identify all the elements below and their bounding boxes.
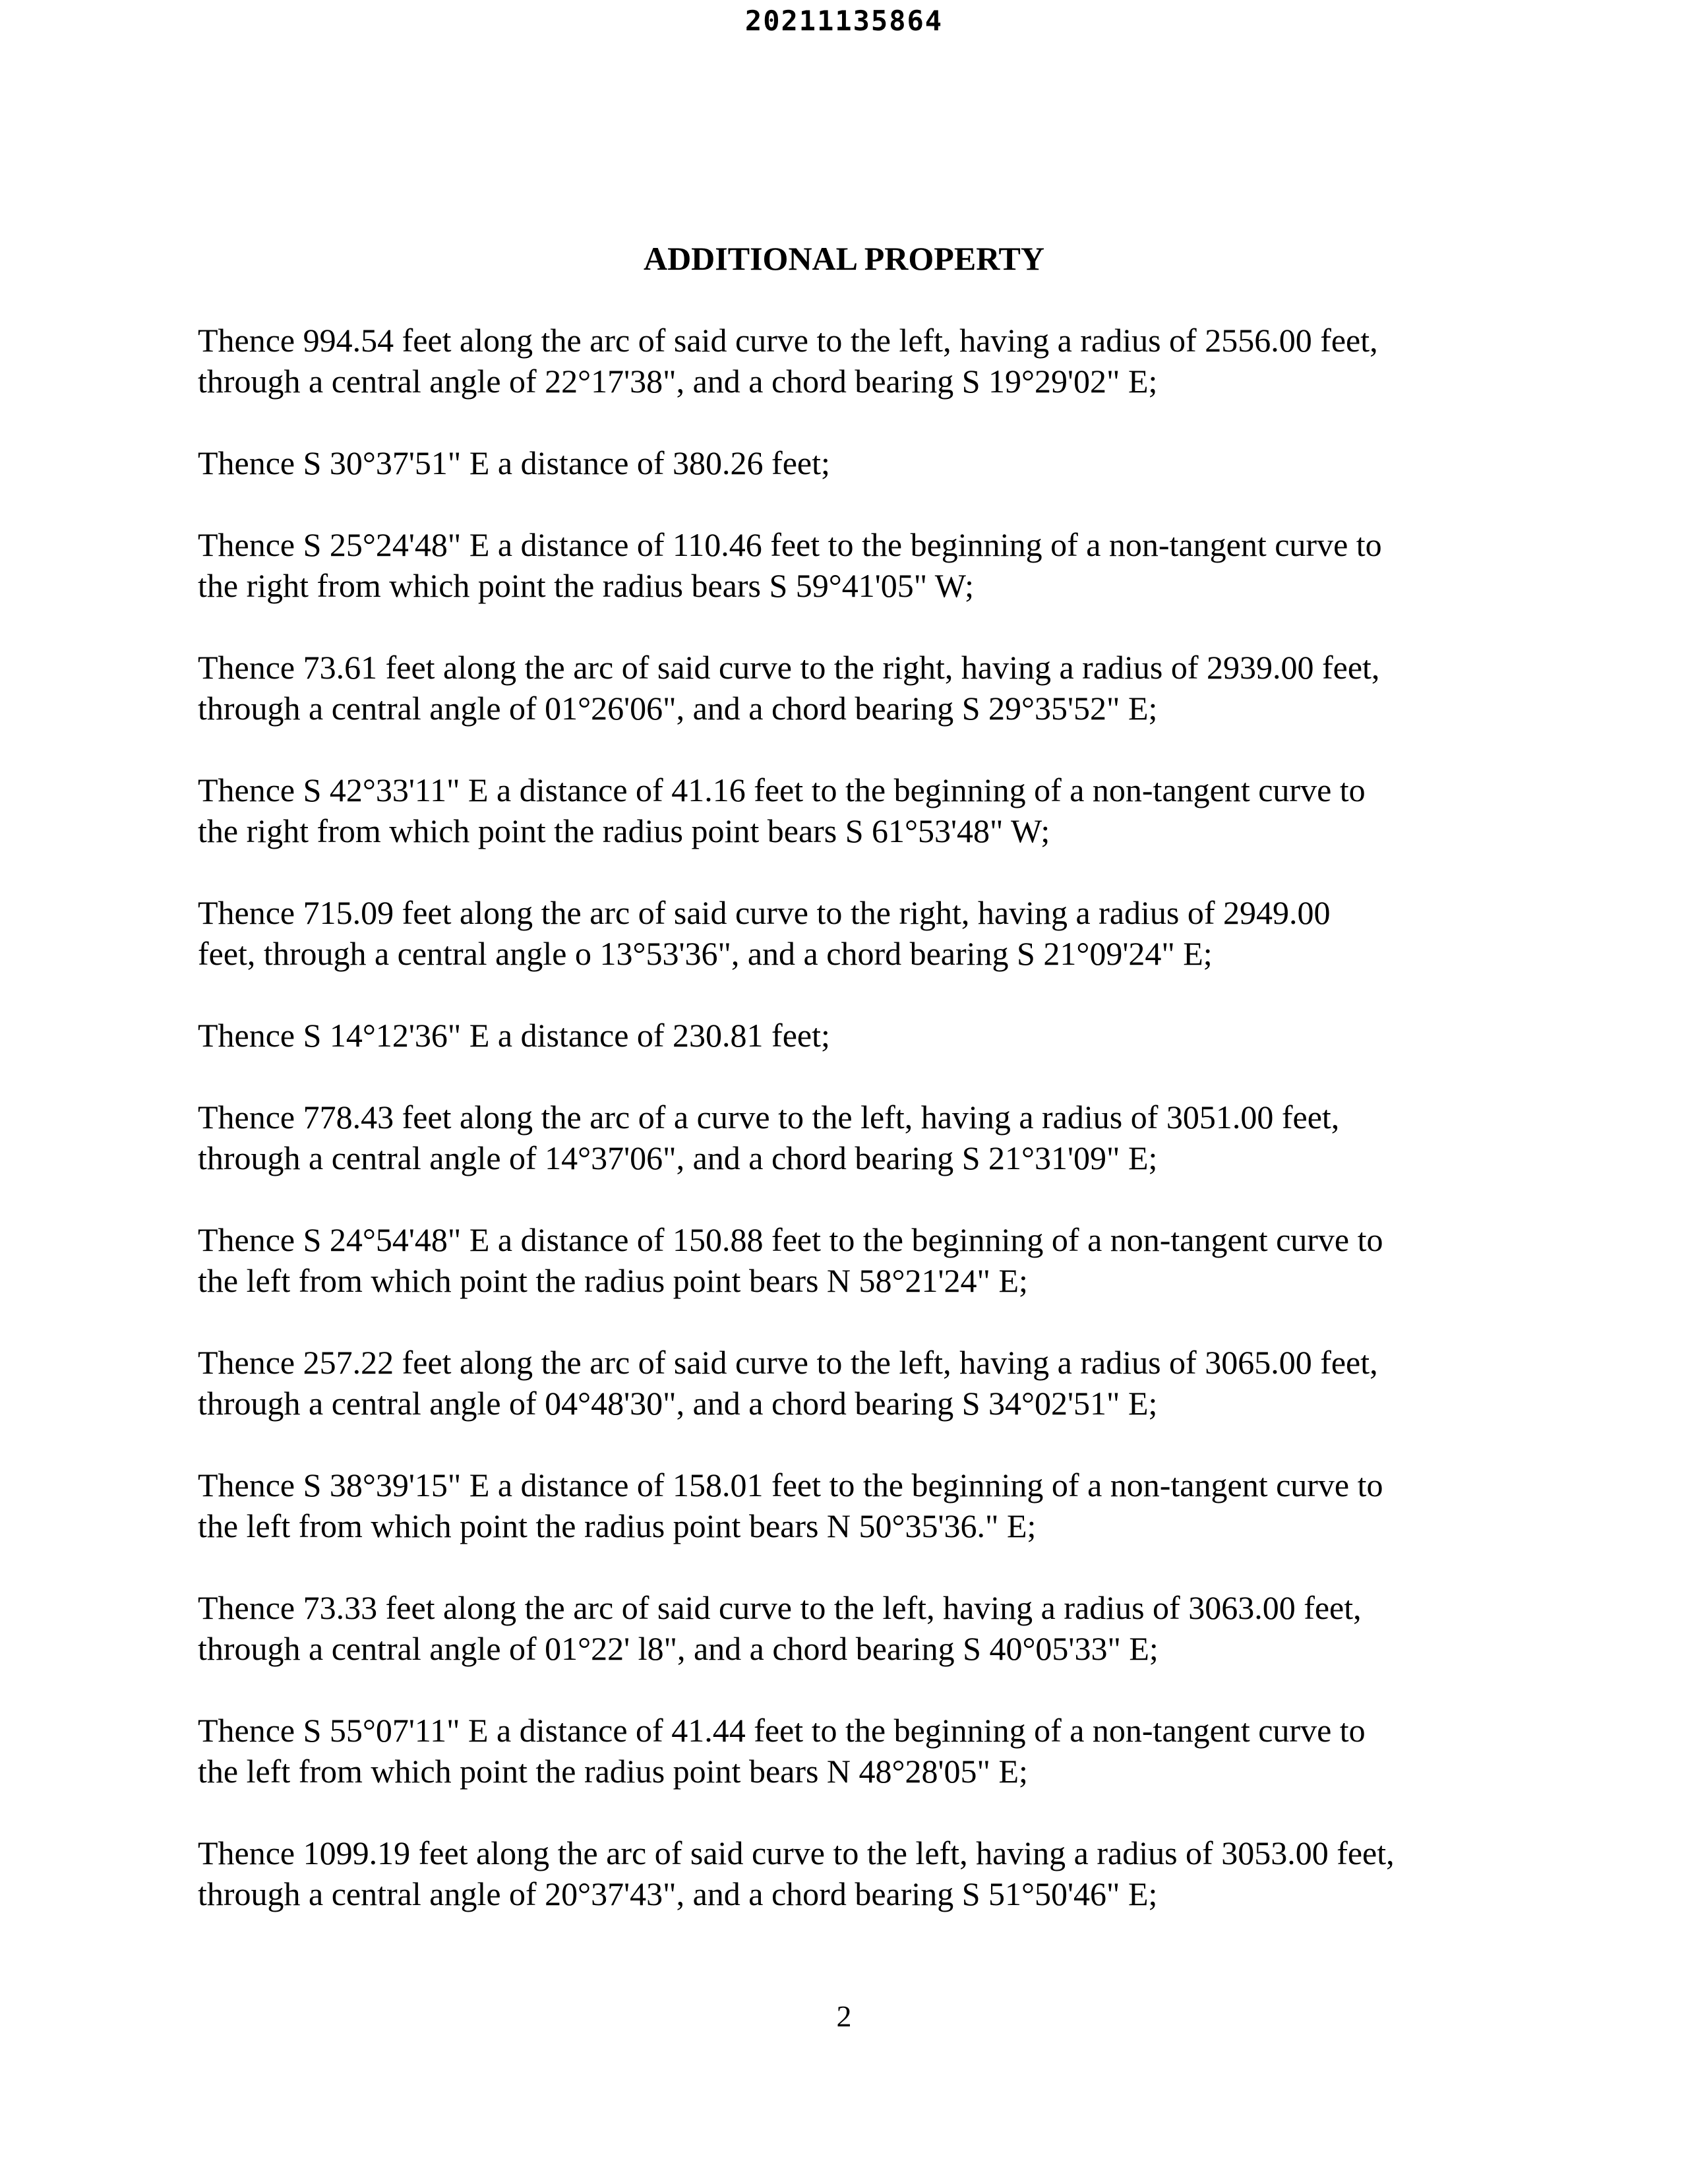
description-paragraph (198, 1342, 1517, 1424)
page-number: 2 (836, 1999, 852, 2033)
description-paragraph (198, 770, 1517, 851)
paragraph-line: the right from which point the radius bears S 59°41'05" W; (198, 567, 975, 604)
paragraph-line: the left from which point the radius point bears N 48°28'05" E; (198, 1753, 1028, 1790)
description-paragraph (198, 1833, 1517, 1914)
paragraph-line: Thence S 55°07'11" E a distance of 41.44 feet to the beginning of a non-tangent curve to (198, 1712, 1366, 1749)
paragraph-line: feet, through a central angle o 13°53'36", and a chord bearing S 21°09'24" E; (198, 935, 1213, 972)
document-number: 20211135864 (744, 5, 944, 37)
paragraph-line: Thence S 38°39'15" E a distance of 158.01 feet to the beginning of a non-tangent curve to (198, 1467, 1383, 1503)
paragraph-line: Thence S 42°33'11" E a distance of 41.16 feet to the beginning of a non-tangent curve to (198, 772, 1366, 808)
paragraph-line: Thence 994.54 feet along the arc of said curve to the left, having a radius of 2556.00 feet, (198, 322, 1378, 359)
legal-description-body (198, 320, 1517, 1955)
paragraph-line: through a central angle of 01°26'06", and a chord bearing S 29°35'52" E; (198, 690, 1158, 727)
description-paragraph (198, 647, 1517, 729)
paragraph-line: Thence 257.22 feet along the arc of said curve to the left, having a radius of 3065.00 feet, (198, 1344, 1378, 1381)
paragraph-line: through a central angle of 04°48'30", and a chord bearing S 34°02'51" E; (198, 1385, 1158, 1422)
paragraph-line: through a central angle of 22°17'38", and a chord bearing S 19°29'02" E; (198, 363, 1158, 400)
description-paragraph (198, 1465, 1517, 1546)
paragraph-line: Thence S 24°54'48" E a distance of 150.88 feet to the beginning of a non-tangent curve to (198, 1221, 1383, 1258)
description-paragraph (198, 1219, 1517, 1301)
page-title: ADDITIONAL PROPERTY (643, 240, 1045, 277)
paragraph-line: through a central angle of 20°37'43", and a chord bearing S 51°50'46" E; (198, 1875, 1158, 1912)
paragraph-line: Thence 73.61 feet along the arc of said curve to the right, having a radius of 2939.00 feet, (198, 649, 1380, 686)
paragraph-line: the left from which point the radius point bears N 50°35'36." E; (198, 1507, 1037, 1544)
paragraph-line: Thence 715.09 feet along the arc of said curve to the right, having a radius of 2949.00 (198, 894, 1331, 931)
description-paragraph (198, 1097, 1517, 1178)
paragraph-line: through a central angle of 14°37'06", and a chord bearing S 21°31'09" E; (198, 1139, 1158, 1176)
description-paragraph (198, 892, 1517, 974)
paragraph-line: Thence 73.33 feet along the arc of said curve to the left, having a radius of 3063.00 feet, (198, 1589, 1362, 1626)
description-paragraph (198, 1587, 1517, 1669)
paragraph-line: Thence 1099.19 feet along the arc of said curve to the left, having a radius of 3053.00 feet, (198, 1835, 1395, 1871)
description-paragraph (198, 442, 1517, 483)
description-paragraph (198, 1015, 1517, 1056)
paragraph-line: Thence 778.43 feet along the arc of a curve to the left, having a radius of 3051.00 feet, (198, 1099, 1340, 1136)
paragraph-line: Thence S 30°37'51" E a distance of 380.26 feet; (198, 444, 830, 481)
paragraph-line: through a central angle of 01°22' l8", and a chord bearing S 40°05'33" E; (198, 1630, 1159, 1667)
paragraph-line: the left from which point the radius point bears N 58°21'24" E; (198, 1262, 1028, 1299)
paragraph-line: the right from which point the radius point bears S 61°53'48" W; (198, 812, 1050, 849)
paragraph-line: Thence S 25°24'48" E a distance of 110.46 feet to the beginning of a non-tangent curve to (198, 526, 1382, 563)
description-paragraph (198, 524, 1517, 606)
description-paragraph (198, 320, 1517, 402)
paragraph-line: Thence S 14°12'36" E a distance of 230.81 feet; (198, 1017, 830, 1054)
description-paragraph (198, 1710, 1517, 1792)
